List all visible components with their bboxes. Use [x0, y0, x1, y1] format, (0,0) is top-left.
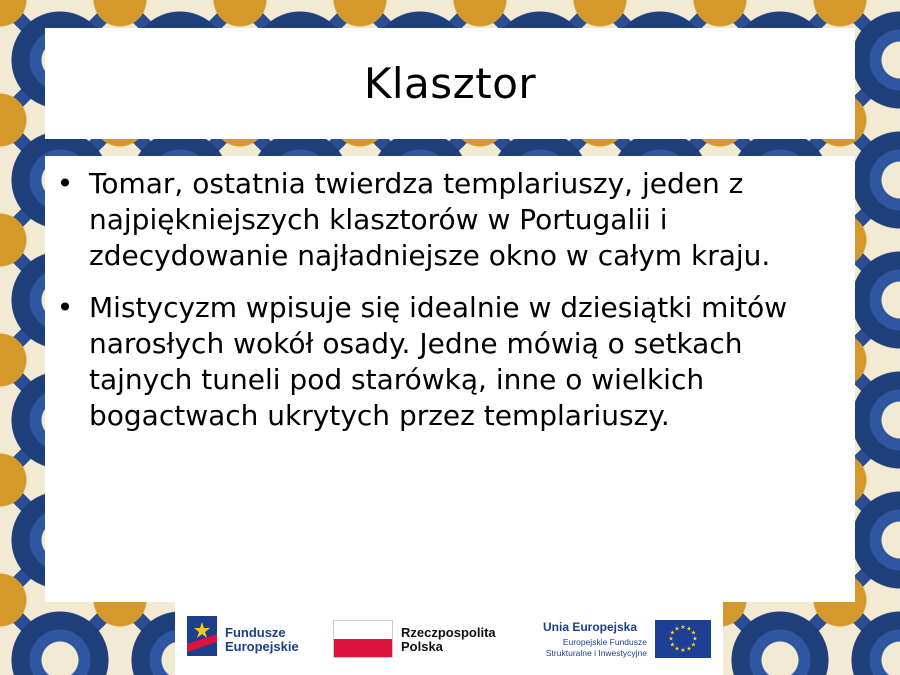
bullet-marker: • — [56, 291, 74, 324]
fundusze-europejskie-logo-icon — [187, 616, 217, 656]
unia-europejska-label: Unia Europejska — [543, 620, 638, 634]
bullet-item — [53, 290, 835, 434]
fundusze-europejskie-label: Fundusze Europejskie — [225, 625, 299, 654]
eu-flag-icon — [655, 620, 711, 658]
bullet-marker: • — [56, 167, 74, 200]
bullet-text: Tomar, ostatnia twierdza templariuszy, jeden z najpiękniejszych klasztorów w Portugalii i zdecydowanie najładniejsze okno w całym kraju. — [89, 167, 771, 272]
svg-text:★: ★ — [669, 641, 676, 649]
bullet-list — [45, 156, 855, 434]
svg-text:★: ★ — [686, 625, 692, 633]
svg-text:★: ★ — [669, 629, 676, 637]
slide-title: Klasztor — [363, 59, 537, 108]
svg-text:★: ★ — [690, 641, 697, 649]
content-box — [45, 156, 855, 602]
svg-text:★: ★ — [668, 635, 674, 643]
svg-text:★: ★ — [680, 647, 686, 654]
funding-logos-bar — [175, 602, 723, 675]
svg-text:★: ★ — [680, 624, 686, 631]
svg-text:★: ★ — [692, 635, 698, 643]
rzeczpospolita-polska-label: Rzeczpospolita Polska — [401, 625, 496, 654]
eu-funds-subtitle: Europejskie Fundusze Strukturalne i Inwestycyjne — [545, 637, 647, 658]
svg-text:★: ★ — [674, 645, 680, 653]
svg-text:★: ★ — [674, 625, 680, 633]
svg-text:★: ★ — [690, 629, 697, 637]
title-box — [45, 28, 855, 139]
bullet-text: Mistycyzm wpisuje się idealnie w dziesiątki mitów narosłych wokół osady. Jedne mówią o setkach tajnych tuneli pod starówką, inne o wielkich bogactwach ukrytych przez templariuszy. — [89, 291, 788, 432]
svg-text:★: ★ — [686, 645, 692, 653]
poland-flag-icon — [333, 620, 393, 658]
bullet-item — [53, 166, 835, 274]
